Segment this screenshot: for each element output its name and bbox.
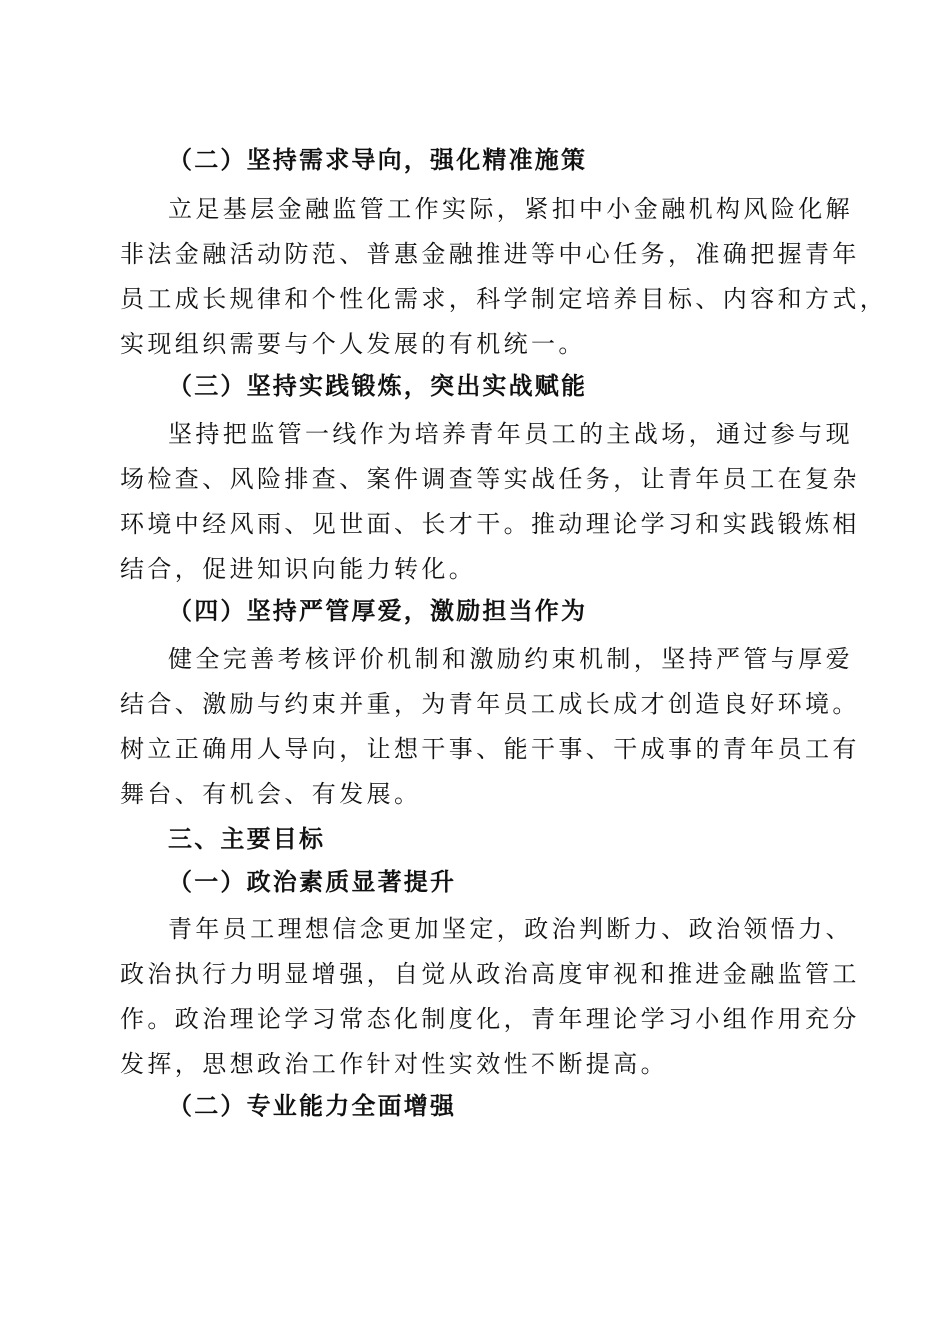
section-heading: （四）坚持严管厚爱，激励担当作为 <box>168 596 588 625</box>
paragraph-line: 坚持把监管一线作为培养青年员工的主战场，通过参与现 <box>168 420 853 448</box>
paragraph-line: 场检查、风险排查、案件调查等实战任务，让青年员工在复杂 <box>120 465 860 493</box>
section-heading: （三）坚持实践锻炼，突出实战赋能 <box>168 371 588 400</box>
paragraph-line: 结合，促进知识向能力转化。 <box>120 555 477 583</box>
paragraph-line: 青年员工理想信念更加坚定，政治判断力、政治领悟力、 <box>168 915 853 943</box>
paragraph-line: 立足基层金融监管工作实际，紧扣中小金融机构风险化解 <box>168 195 853 223</box>
paragraph-line: 员工成长规律和个性化需求，科学制定培养目标、内容和方式， <box>120 285 888 313</box>
paragraph-line: 政治执行力明显增强，自觉从政治高度审视和推进金融监管工 <box>120 960 860 988</box>
section-heading: （一）政治素质显著提升 <box>168 867 457 896</box>
paragraph-line: 结合、激励与约束并重，为青年员工成长成才创造良好环境。 <box>120 690 860 718</box>
section-heading: （二）坚持需求导向，强化精准施策 <box>168 145 588 174</box>
paragraph-line: 舞台、有机会、有发展。 <box>120 780 422 808</box>
chapter-heading: 三、主要目标 <box>168 824 326 853</box>
paragraph-line: 实现组织需要与个人发展的有机统一。 <box>120 330 586 358</box>
paragraph-line: 树立正确用人导向，让想干事、能干事、干成事的青年员工有 <box>120 735 860 763</box>
paragraph-line: 环境中经风雨、见世面、长才干。推动理论学习和实践锻炼相 <box>120 510 860 538</box>
section-heading: （二）专业能力全面增强 <box>168 1091 457 1120</box>
paragraph-line: 健全完善考核评价机制和激励约束机制，坚持严管与厚爱 <box>168 645 853 673</box>
paragraph-line: 非法金融活动防范、普惠金融推进等中心任务，准确把握青年 <box>120 240 860 268</box>
paragraph-line: 作。政治理论学习常态化制度化，青年理论学习小组作用充分 <box>120 1005 860 1033</box>
paragraph-line: 发挥，思想政治工作针对性实效性不断提高。 <box>120 1050 668 1078</box>
